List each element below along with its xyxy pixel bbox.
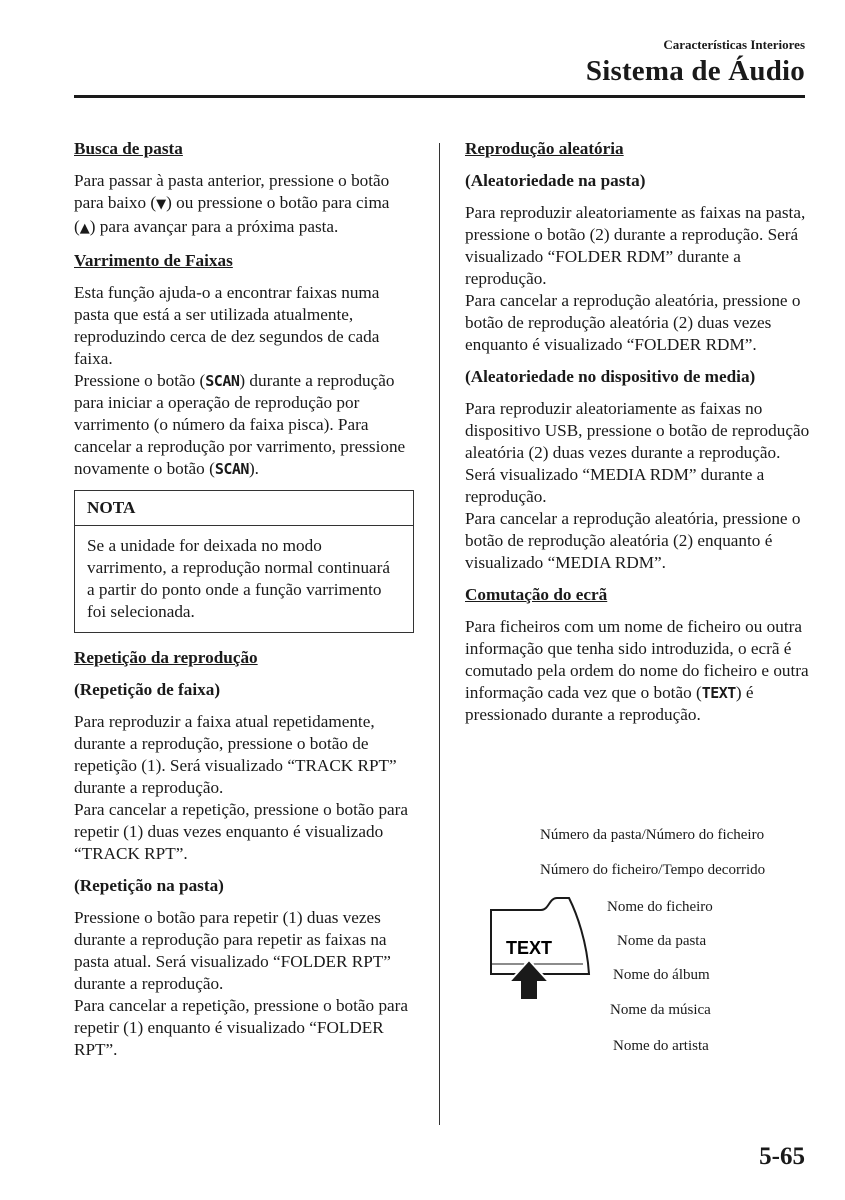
heading-random-playback: Reprodução aleatória bbox=[465, 139, 624, 158]
section-label: Características Interiores bbox=[663, 37, 805, 52]
heading-screen-switch: Comutação do ecrã bbox=[465, 585, 608, 604]
paragraph-track-repeat: Para reproduzir a faixa atual repetidamente, durante a reprodução, pressione o botão de repetição (1). Será visualizado “TRACK RPT” durante a reprodução. bbox=[74, 712, 397, 797]
text-button-icon: TEXT bbox=[701, 684, 736, 702]
subheading-media-random: (Aleatoriedade no dispositivo de media) bbox=[465, 367, 756, 386]
button-text-label: TEXT bbox=[505, 938, 553, 958]
paragraph-scan-usage: Pressione o botão (SCAN) durante a reprodução para iniciar a operação de reprodução por varrimento (o número da faixa pisca). Para cancelar a reprodução por varrimento, pressione novamente o botão (SCAN). bbox=[74, 371, 406, 478]
right-column bbox=[465, 138, 810, 726]
header-rule bbox=[74, 95, 805, 98]
paragraph-folder-random-cancel: Para cancelar a reprodução aleatória, pressione o botão de reprodução aleatória (2) duas vezes enquanto é visualizado “FOLDER RDM”. bbox=[465, 291, 801, 354]
paragraph-screen-switch: Para ficheiros com um nome de ficheiro ou outra informação que tenha sido introduzida, o ecrã é comutado pela ordem do nome do ficheiro e outra informação cada vez que o botão (TEXT) é pressionado durante a reprodução. bbox=[465, 617, 809, 724]
paragraph-track-repeat-cancel: Para cancelar a repetição, pressione o botão para repetir (1) duas vezes enquanto é visualizado “TRACK RPT”. bbox=[74, 800, 409, 863]
scan-button-icon: SCAN bbox=[205, 372, 240, 390]
subheading-folder-repeat: (Repetição na pasta) bbox=[74, 876, 224, 895]
cycle-item: Nome do álbum bbox=[613, 967, 710, 983]
note-body: Se a unidade for deixada no modo varrimento, a reprodução normal continuará a partir do ponto onde a função varrimento foi selecionada. bbox=[87, 536, 391, 621]
paragraph-scan-intro: Esta função ajuda-o a encontrar faixas numa pasta que está a ser utilizada atualmente, reproduzindo cerca de dez segundos de cada faixa. bbox=[74, 283, 380, 368]
heading-repeat-playback: Repetição da reprodução bbox=[74, 648, 258, 667]
column-divider bbox=[439, 143, 440, 1125]
cycle-item: Nome do artista bbox=[613, 1038, 709, 1054]
note-title: NOTA bbox=[75, 491, 413, 526]
cycle-item: Número do ficheiro/Tempo decorrido bbox=[540, 862, 766, 878]
button-outline bbox=[491, 898, 589, 974]
paragraph-folder-random: Para reproduzir aleatoriamente as faixas na pasta, pressione o botão (2) durante a reprodução. Será visualizado “FOLDER RDM” durante a reprodução. bbox=[465, 203, 806, 288]
up-arrow-icon: ▲ bbox=[79, 221, 90, 236]
cycle-item: Nome da pasta bbox=[617, 933, 707, 949]
paragraph-folder-repeat-cancel: Para cancelar a repetição, pressione o botão para repetir (1) enquanto é visualizado “FOLDER RPT”. bbox=[74, 996, 409, 1059]
down-arrow-icon: ▼ bbox=[156, 197, 167, 212]
cycle-item: Nome do ficheiro bbox=[607, 899, 713, 915]
subheading-track-repeat: (Repetição de faixa) bbox=[74, 680, 221, 699]
display-cycle-diagram bbox=[465, 818, 810, 1078]
heading-track-scan: Varrimento de Faixas bbox=[74, 251, 233, 270]
heading-folder-search: Busca de pasta bbox=[74, 139, 183, 158]
paragraph-folder-search: Para passar à pasta anterior, pressione o botão para baixo (▼) ou pressione o botão para cima (▲) para avançar para a próxima pasta. bbox=[74, 171, 390, 236]
page-number: 5-65 bbox=[759, 1143, 805, 1170]
left-column bbox=[74, 138, 414, 1061]
paragraph-folder-repeat: Pressione o botão para repetir (1) duas vezes durante a reprodução para repetir as faixas na pasta atual. Será visualizado “FOLDER RPT” durante a reprodução. bbox=[74, 908, 391, 993]
subheading-folder-random: (Aleatoriedade na pasta) bbox=[465, 171, 646, 190]
cycle-item: Número da pasta/Número do ficheiro bbox=[540, 827, 765, 843]
page-title: Sistema de Áudio bbox=[585, 55, 805, 87]
scan-button-icon: SCAN bbox=[214, 460, 249, 478]
paragraph-media-random-cancel: Para cancelar a reprodução aleatória, pressione o botão de reprodução aleatória (2) enquanto é visualizado “MEDIA RDM”. bbox=[465, 509, 801, 572]
note-box bbox=[74, 490, 414, 633]
cycle-item: Nome da música bbox=[610, 1002, 711, 1018]
paragraph-media-random: Para reproduzir aleatoriamente as faixas no dispositivo USB, pressione o botão de reprodução aleatória (2) duas vezes durante a reprodução. Será visualizado “MEDIA RDM” durante a reprodução. bbox=[465, 399, 810, 506]
